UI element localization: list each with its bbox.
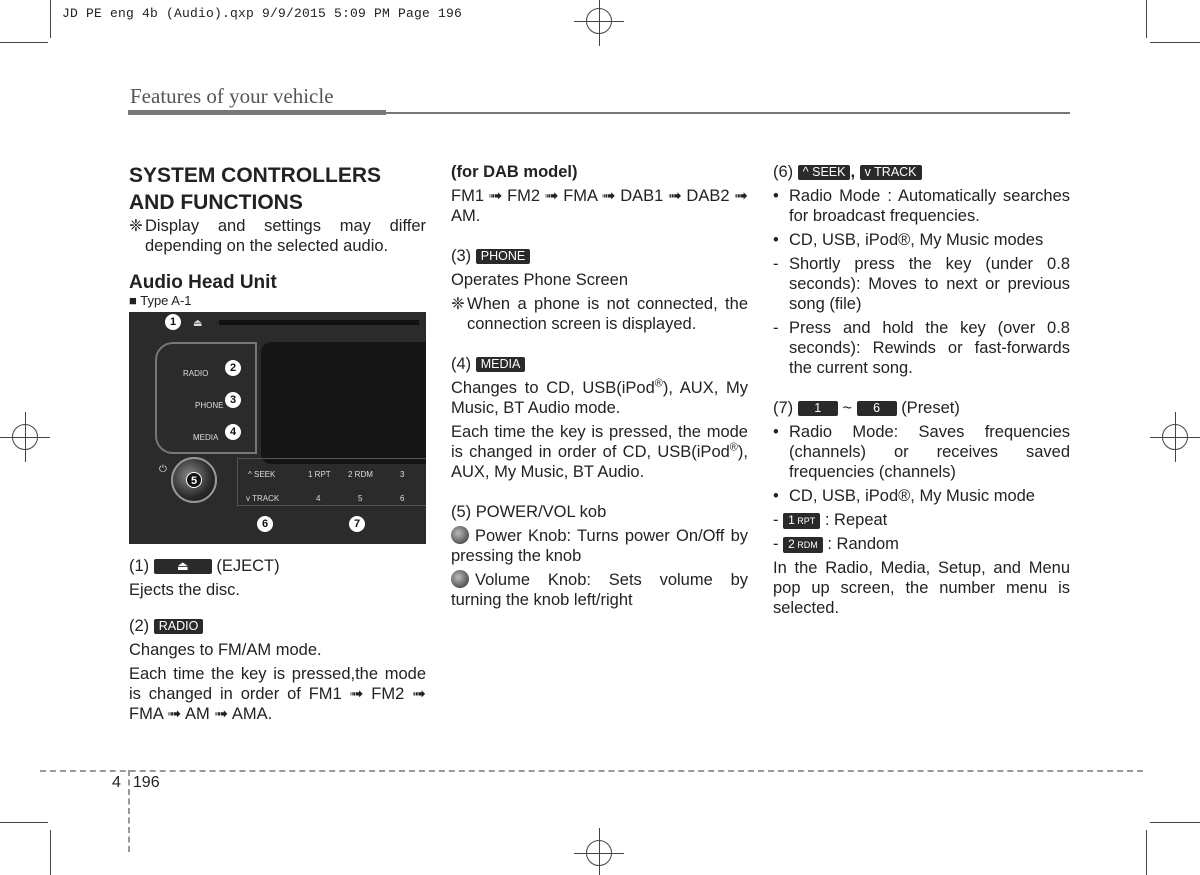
track-key: v TRACK (860, 165, 922, 180)
column-2 (451, 162, 748, 610)
item-4-title: (4) MEDIA (451, 354, 748, 374)
rdm-key: 2 RDM (783, 537, 823, 553)
callout-7: 7 (349, 516, 365, 532)
repeat-item: - 1 RPT : Repeat (773, 511, 888, 529)
photo-label-radio: RADIO (183, 369, 209, 378)
eject-key: ⏏ (154, 559, 212, 574)
power-icon: ⏻ (159, 464, 167, 475)
display-screen (261, 342, 426, 464)
item-3-desc: Operates Phone Screen (451, 271, 629, 289)
crop-mark (1146, 0, 1147, 38)
dash-item: - Press and hold the key (over 0.8 seconds): Rewinds or fast-forwards the current song. (773, 319, 1070, 377)
crop-mark (0, 42, 48, 43)
crop-mark (0, 822, 48, 823)
callout-1: 1 (165, 314, 181, 330)
header-rule (386, 112, 1070, 114)
display-note: ❈ Display and settings may differ depending on the selected audio. (129, 217, 426, 255)
audio-head-unit-photo (129, 312, 426, 544)
photo-label-phone: PHONE (195, 401, 224, 410)
knob-icon (451, 526, 469, 544)
radio-key: RADIO (154, 619, 204, 634)
rpt-key: 1 RPT (783, 513, 820, 529)
page-number: 4 196 (112, 774, 160, 791)
bullet-item: • Radio Mode : Automatically searches for broadcast frequencies. (773, 187, 1070, 225)
item-2-desc: Changes to FM/AM mode. (129, 641, 322, 659)
preset-6-key: 6 (857, 401, 897, 416)
item-2-title: (2) RADIO (129, 616, 426, 636)
item-3-title: (3) PHONE (451, 246, 748, 266)
power-knob-desc: Power Knob: Turns power On/Off by pressing the knob (451, 527, 748, 565)
callout-2: 2 (225, 360, 241, 376)
item-1-title: (1) ⏏ (EJECT) (129, 557, 280, 575)
callout-5: 5 (186, 472, 202, 488)
media-key: MEDIA (476, 357, 526, 372)
crop-mark (1146, 830, 1147, 875)
disc-slot (219, 320, 419, 325)
crop-mark (1150, 42, 1200, 43)
crop-mark (1150, 822, 1200, 823)
footer-rule (40, 770, 1143, 772)
bullet-item: • CD, USB, iPod®, My Music modes (773, 231, 1044, 249)
callout-6: 6 (257, 516, 273, 532)
callout-4: 4 (225, 424, 241, 440)
closing-note: In the Radio, Media, Setup, and Menu pop up screen, the number menu is selected. (773, 559, 1070, 617)
preset-1-key: 1 (798, 401, 838, 416)
item-6-title: (6) ^ SEEK , v TRACK (773, 162, 1070, 182)
section-title: Features of your vehicle (130, 84, 334, 108)
item-1-desc: Ejects the disc. (129, 581, 240, 599)
crop-mark (50, 0, 51, 38)
callout-3: 3 (225, 392, 241, 408)
column-1 (129, 162, 426, 724)
item-3-note: ❈ When a phone is not connected, the connection screen is displayed. (451, 295, 748, 333)
dash-item: - Shortly press the key (under 0.8 seconds): Moves to next or previous song (file) (773, 255, 1070, 313)
bullet-item: • Radio Mode: Saves frequencies (channels) or receives saved frequencies (channels) (773, 423, 1070, 481)
volume-knob-desc: Volume Knob: Sets volume by turning the knob left/right (451, 571, 748, 609)
preset-button-grid: ^ SEEK v TRACK 1 RPT 2 RDM 3 4 5 6 (237, 458, 426, 506)
knob-icon (451, 570, 469, 588)
item-4-desc-more: Each time the key is pressed, the mode is changed in order of CD, USB(iPod®), AUX, My Music, BT Audio. (451, 423, 748, 481)
item-2-desc-more: Each time the key is pressed,the mode is changed in order of FM1 ➟ FM2 ➟ FMA ➟ AM ➟ AMA. (129, 665, 426, 723)
type-label: ■ Type A-1 (129, 293, 192, 308)
dab-sequence: FM1 ➟ FM2 ➟ FMA ➟ DAB1 ➟ DAB2 ➟ AM. (451, 187, 748, 225)
item-4-desc: Changes to CD, USB(iPod®), AUX, My Music, BT Audio mode. (451, 377, 748, 417)
crop-mark (50, 830, 51, 875)
eject-icon: ⏏ (193, 318, 203, 329)
photo-label-media: MEDIA (193, 433, 219, 442)
phone-key: PHONE (476, 249, 530, 264)
subheading: Audio Head Unit (129, 272, 277, 293)
main-heading: SYSTEM CONTROLLERS AND FUNCTIONS (129, 164, 382, 214)
print-slug: JD PE eng 4b (Audio).qxp 9/9/2015 5:09 PM Page 196 (62, 6, 463, 21)
bullet-item: • CD, USB, iPod®, My Music mode (773, 487, 1035, 505)
dab-heading: (for DAB model) (451, 163, 578, 181)
random-item: - 2 RDM : Random (773, 535, 899, 553)
item-5-title: (5) POWER/VOL kob (451, 503, 607, 521)
seek-key: ^ SEEK (798, 165, 851, 180)
column-3 (773, 162, 1070, 618)
header-rule (128, 110, 386, 115)
item-7-title: (7) 1 ~ 6 (Preset) (773, 399, 960, 417)
